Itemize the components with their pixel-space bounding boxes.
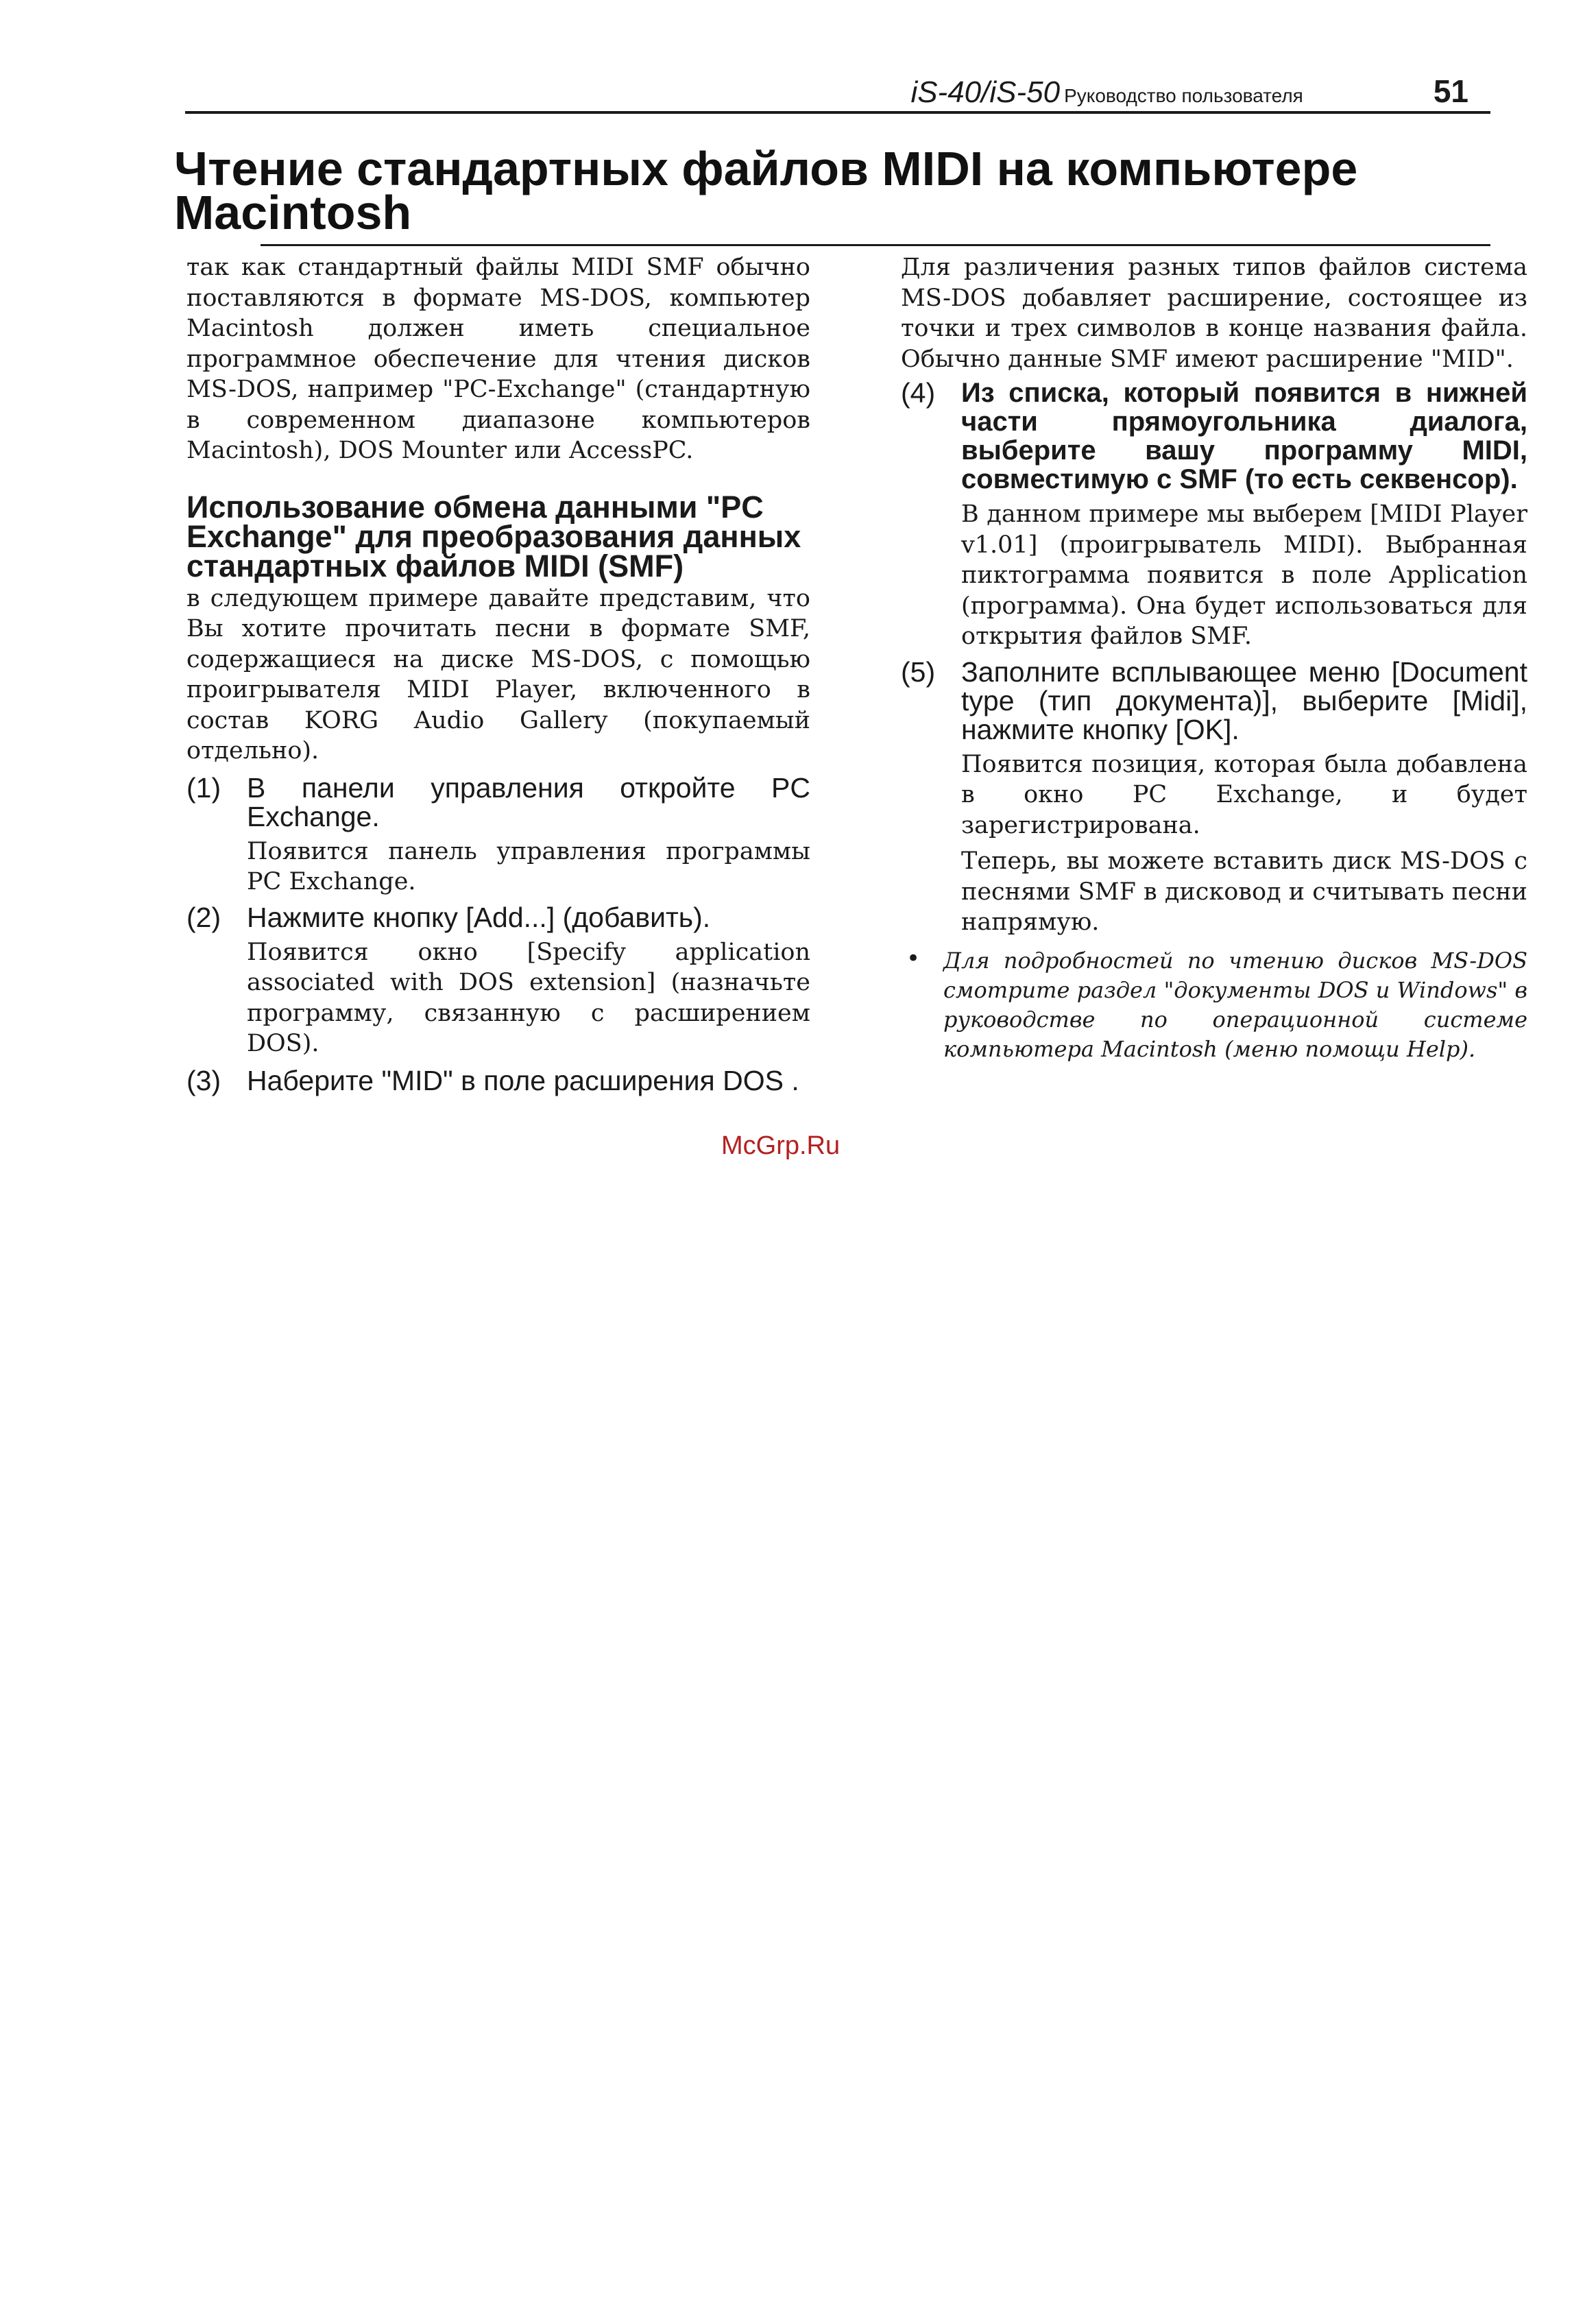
extension-paragraph: Для различения разных типов файлов система MS-DOS добавляет расширение, состоящее из точки и трех символов в конце названия файла. Обычно данные SMF имеют расширение "MID". [901,254,1527,373]
step-number: (1) [186,771,221,804]
intro-paragraph: так как стандартный файлы MIDI SMF обычно поставляются в формате MS-DOS, компьютер Macintosh должен иметь специальное программное обеспечение для чтения дисков MS-DOS, например "PC-Exchange" (стандартную в современном диапазоне компьютеров Macintosh), DOS Mounter или AccessPC. [186,254,810,464]
step-title: В панели управления откройте PC Exchange. [247,771,810,832]
step-title: Из списка, который появится в нижней части прямоугольника диалога, выберите вашу программу MIDI, совместимую с SMF (то есть секвенсор). [961,378,1527,494]
header-rule [185,111,1490,114]
step-number: (3) [186,1064,221,1096]
step-description: Появится окно [Specify application associated with DOS extension] (назначьте программу, связанную с расширением DOS). [247,938,810,1057]
step-title: Наберите "MID" в поле расширения DOS . [247,1064,799,1096]
header-guide-label: Руководство пользователя [1064,85,1303,106]
running-header [910,73,1468,110]
page-title: Чтение стандартных файлов MIDI на компьютере Macintosh [174,142,1358,239]
step-title: Заполните всплывающее меню [Document type (тип документа)], выберите [Midi], нажмите кнопку [OK]. [961,655,1527,745]
page-number: 51 [1433,73,1468,109]
header-model: iS-40/iS-50 [910,75,1061,109]
step-description: Появится позиция, которая была добавлена в окно PC Exchange, и будет зарегистрирована. [961,750,1527,839]
right-column [901,252,1527,1064]
step-5 [901,655,1527,938]
note-text: Для подробностей по чтению дисков MS-DOS смотрите раздел "документы DOS и Windows" в руководстве по операционной системе компьютера Macintosh (меню помощи Help). [943,947,1527,1062]
left-column [186,252,810,1095]
section-subheading: Использование обмена данными "PC Exchange" для преобразования данных стандартных файлов MIDI (SMF) [186,489,801,583]
step-number: (2) [186,901,221,933]
step-description: В данном примере мы выберем [MIDI Player v1.01] (проигрыватель MIDI). Выбранная пиктограмма появится в поле Application (программа). Она будет использоваться для открытия файлов SMF. [961,501,1527,650]
step-1 [186,773,810,897]
step-number: (4) [901,377,936,409]
title-rule [261,244,1490,246]
watermark: McGrp.Ru [721,1131,841,1160]
step-description: Появится панель управления программы PC Exchange. [247,837,810,895]
step-3 [186,1066,810,1095]
section-intro-paragraph: в следующем примере давайте представим, что Вы хотите прочитать песни в формате SMF, содержащиеся на диске MS-DOS, с помощью проигрывателя MIDI Player, включенного в состав KORG Audio Gallery (покупаемый отдельно). [186,584,810,764]
step-4 [901,378,1527,652]
step-number: (5) [901,655,936,688]
help-note [901,946,1527,1064]
step-title: Нажмите кнопку [Add...] (добавить). [247,901,711,933]
step-description-2: Теперь, вы можете вставить диск MS-DOS с песнями SMF в дисковод и считывать песни напрямую. [961,847,1527,936]
step-2 [186,903,810,1059]
bullet-icon: • [906,944,921,972]
